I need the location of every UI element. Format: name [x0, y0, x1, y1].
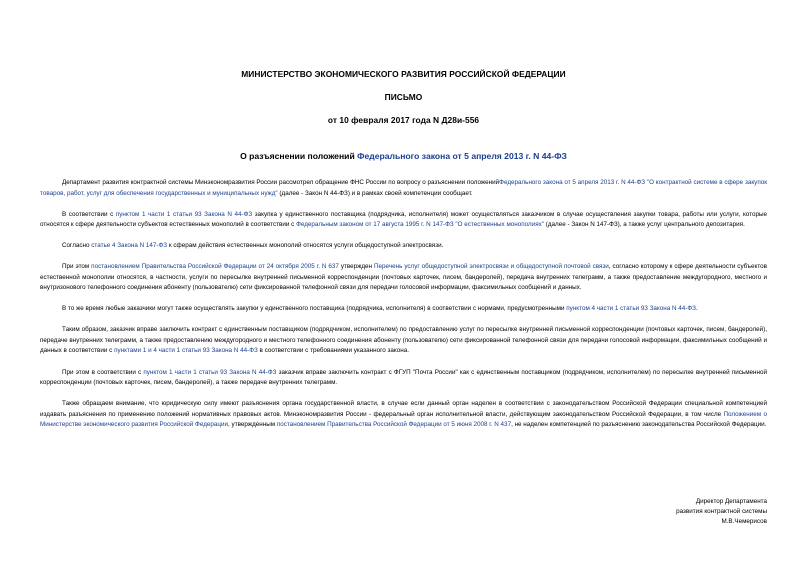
title-law-link[interactable]: Федерального закона от 5 апреля 2013 г. N 44-ФЗ — [357, 151, 567, 161]
article-93-p1-link[interactable]: пунктом 1 части 1 статьи 93 Закона N 44-ФЗ — [115, 210, 253, 218]
paragraph-text: Таким образом, заказчик вправе заключить контракт с единственным поставщиком (подрядчиком, исполнителем) по предоставлению услуг по пересылке внутренней письменной корреспонденции (почтовых карточек, писем, бандеролей), передаче внутренних телеграмм, а также предоставлению междугородного и местного телефонного соединения абоненту (пользователю) сети фиксированной телефонной связи для передачи голосовой информации, факсимильных сообщений и данных в соответствии с — [40, 326, 767, 355]
title-prefix: О разъяснении положений — [240, 151, 358, 161]
ministry-name: МИНИСТЕРСТВО ЭКОНОМИЧЕСКОГО РАЗВИТИЯ РОССИЙСКОЙ ФЕДЕРАЦИИ — [241, 69, 566, 79]
paragraph-text: (далее - Закон N 44-ФЗ) и в рамках своей компетенции сообщает. — [277, 189, 473, 197]
document-date-number: от 10 февраля 2017 года N Д28и-556 — [327, 115, 480, 125]
article-93-p1-link-2[interactable]: пунктом 1 части 1 статьи 93 Закона N 44-ФЗ — [143, 368, 277, 376]
paragraph-2 — [40, 210, 767, 231]
document-type: ПИСЬМО — [384, 92, 423, 102]
paragraph-7 — [40, 368, 767, 389]
paragraph-1 — [40, 178, 767, 199]
paragraph-text: При этом — [62, 263, 92, 271]
law-147fz-link[interactable]: Федеральным законом от 17 августа 1995 г. N 147-ФЗ "О естественных монополиях" — [296, 221, 545, 229]
paragraph-8 — [40, 399, 767, 431]
signature-name: М.В.Чемерисов — [721, 518, 767, 525]
paragraph-text: , не наделен компетенцией по разъяснению законодательства Российской Федерации. — [511, 421, 767, 429]
paragraph-text: В соответствии с — [62, 210, 116, 218]
paragraph-text: закупка у единственного поставщика (подрядчика, исполнителя) может осуществляться заказчиком в случае осуществления закупки товара, работы или услуги, которые относятся к сфере деятельности субъектов естественных монополий в соответствии с — [40, 210, 768, 229]
article-4-147fz-link[interactable]: статье 4 Закона N 147-ФЗ — [91, 242, 168, 250]
paragraph-text: Согласно — [62, 242, 92, 250]
paragraph-text: , согласно которому к сфере деятельности субъектов естественной монополии относятся, в частности, услуги по пересылке внутренней письменной корреспонденции (почтовых карточек, писем, бандеролей), передача внутренних телеграмм, а также предоставление междугородного, местного и внутризонового телефонного соединения абоненту (пользователю) сети фиксированной телефонной связи для передачи голосовой информации, факсимильных сообщений и данных. — [40, 263, 767, 292]
paragraph-text: Также обращаем внимание, что юридическую силу имеют разъяснения органа государственной власти, в случае если данный орган наделен в соответствии с законодательством Российской Федерации специальной компетенцией издавать разъяснения по применению положений нормативных правовых актов. Минэкономразвития России - федеральный орган исполнительной власти, действующим законодательством Российской Федерации, в том числе — [40, 400, 767, 418]
paragraph-text: При этом в соответствии с — [62, 368, 144, 376]
paragraph-4 — [40, 262, 767, 294]
paragraph-text: . — [695, 305, 698, 313]
decree-437-link[interactable]: постановлением Правительства Российской Федерации от 5 июня 2008 г. N 437 — [276, 421, 512, 429]
paragraph-6 — [40, 325, 767, 357]
document-title — [0, 151, 807, 161]
paragraph-text: утвержден — [338, 263, 374, 271]
law-44fz-link[interactable]: Федерального закона от 5 апреля 2013 г. N 44-ФЗ "О контрактной системе в сфере закупок товаров, работ, услуг для обеспечения государственных и муниципальных нужд" — [40, 179, 768, 197]
paragraph-text: Департамент развития контрактной системы Минэкономразвития России рассмотрел обращение ФНС России по вопросу о разъяснении положений — [62, 179, 500, 186]
paragraph-text: заказчик вправе заключить контракт с ФГУП "Почта России" как с единственным поставщиком (подрядчиком, исполнителем) по пересылке внутренней письменной корреспонденции (почтовых карточек, писем, бандеролей), а также передаче внутренних телеграмм. — [40, 368, 767, 387]
article-93-p1-p4-link[interactable]: пунктами 1 и 4 части 1 статьи 93 Закона N 44-ФЗ — [114, 347, 258, 355]
paragraph-text: (далее - Закон N 147-ФЗ), а также услуг центрального депозитария. — [544, 221, 745, 229]
paragraph-text: , утвержденным — [228, 421, 277, 429]
signature-department: развития контрактной системы — [676, 508, 767, 515]
paragraph-text: к сферам действия естественных монополий относятся услуги общедоступной электросвязи. — [167, 242, 444, 250]
paragraph-text: в соответствии с требованиями указанного закона. — [257, 347, 409, 355]
ministry-regulation-link[interactable]: Положением о Министерстве экономического развития Российской Федерации — [40, 410, 768, 429]
paragraph-5 — [40, 304, 767, 315]
paragraph-3 — [40, 241, 767, 252]
letter-body — [40, 178, 767, 441]
services-list-link[interactable]: Перечень услуг общедоступной электросвязи и общедоступной почтовой связи — [374, 263, 609, 271]
article-93-p4-link[interactable]: пунктом 4 части 1 статьи 93 Закона N 44-ФЗ — [566, 305, 696, 313]
paragraph-text: В то же время любые заказчики могут также осуществлять закупки у единственного поставщика (подрядчика, исполнителя) в соответствии с нормами, предусмотренными — [62, 305, 567, 313]
decree-637-link[interactable]: постановлением Правительства Российской Федерации от 24 октября 2005 г. N 637 — [91, 263, 339, 271]
signature-block — [567, 497, 767, 527]
signature-position: Директор Департамента — [695, 498, 767, 505]
